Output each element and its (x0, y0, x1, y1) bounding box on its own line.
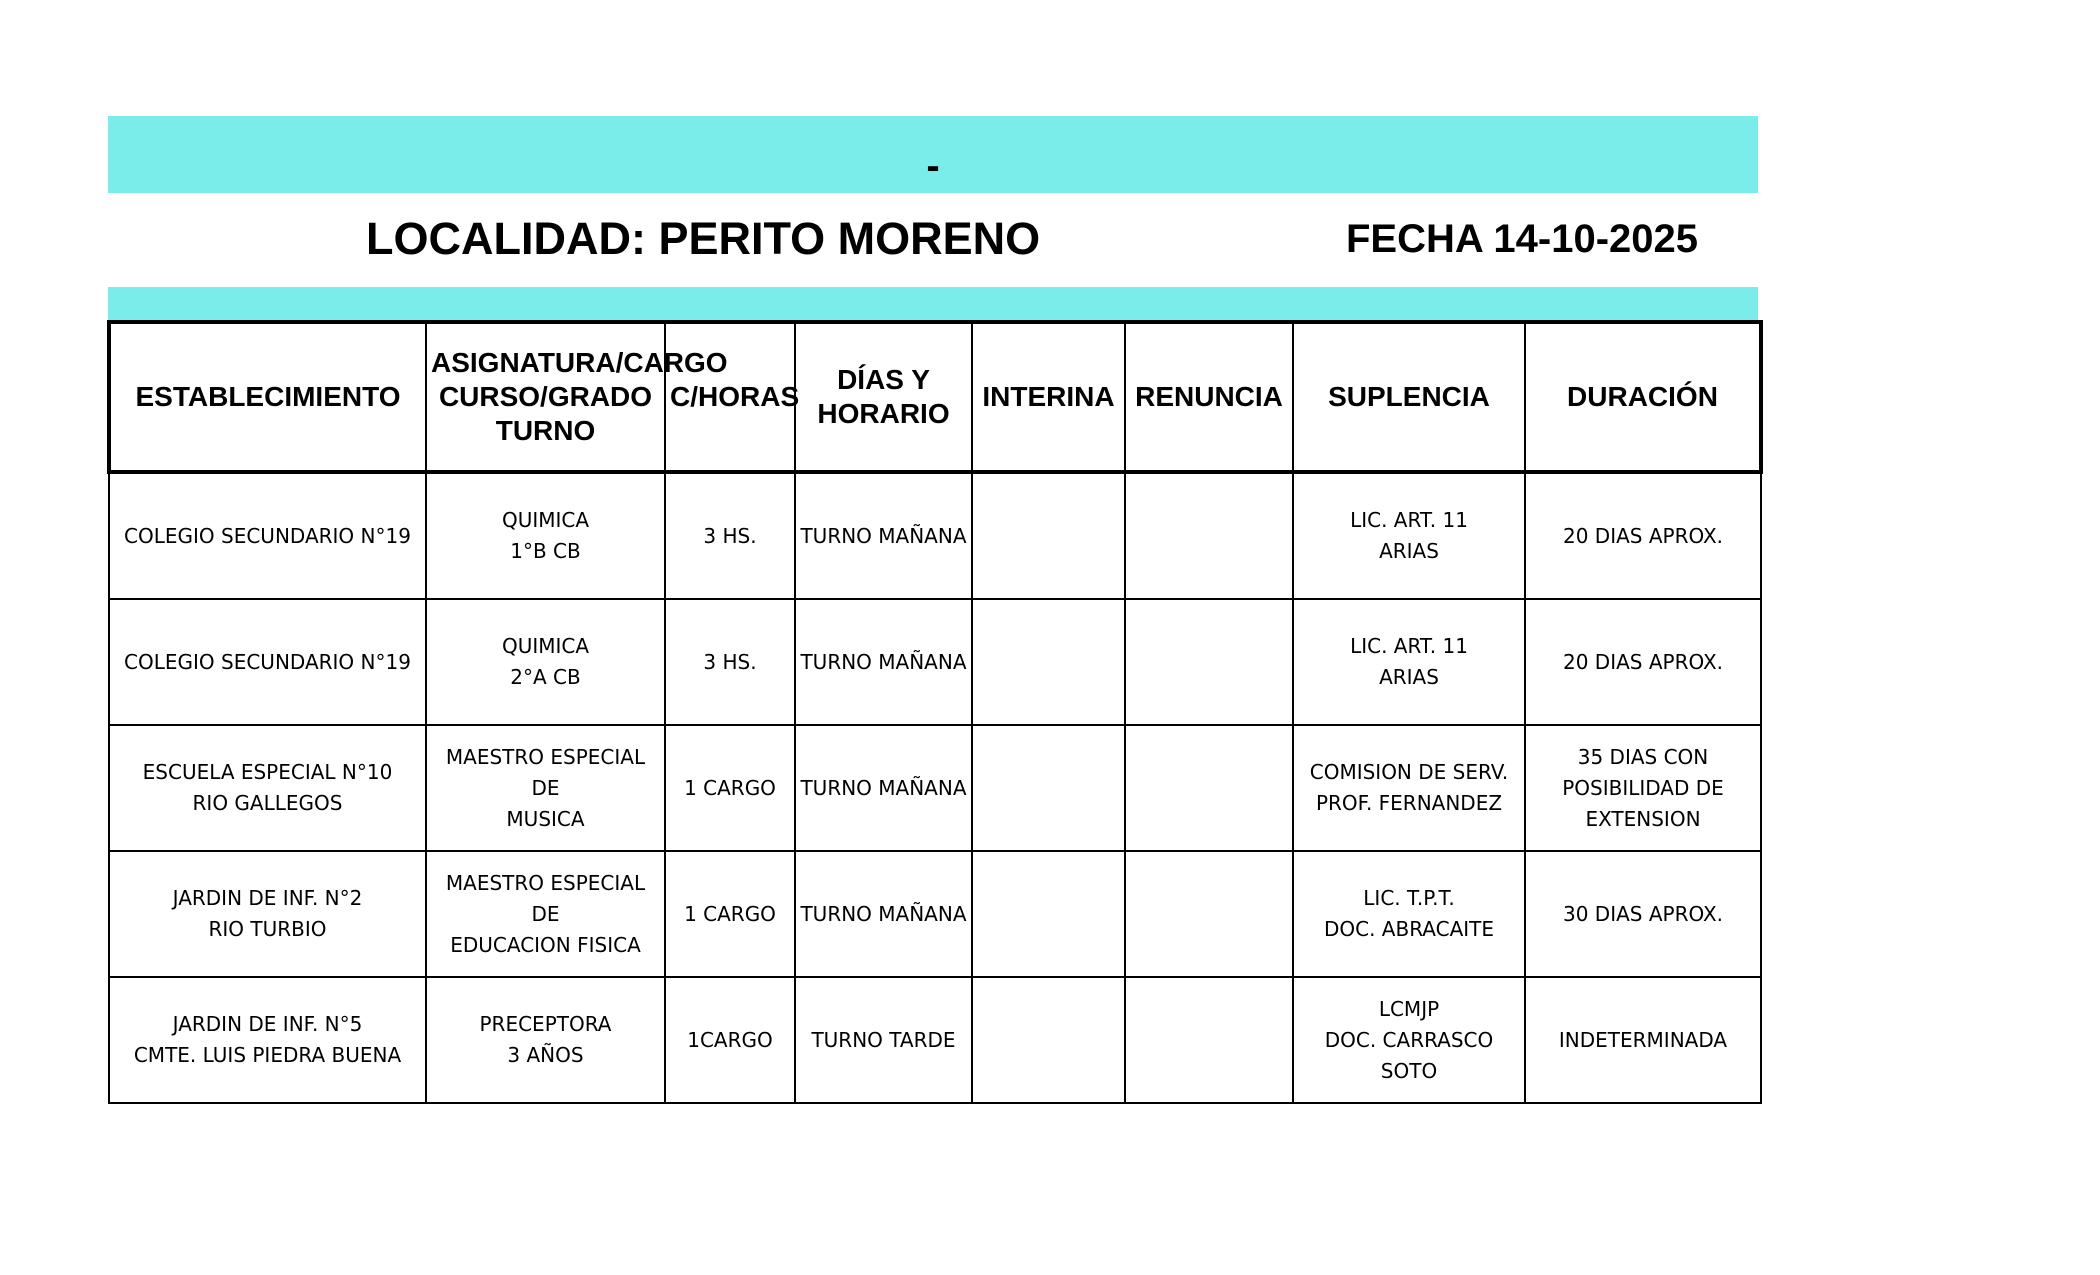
table-row (109, 599, 1761, 725)
cell-interina (972, 599, 1125, 725)
cell-dias-horario: TURNO TARDE (795, 977, 972, 1103)
cell-renuncia (1125, 725, 1293, 851)
cell-duracion: INDETERMINADA (1525, 977, 1761, 1103)
col-header-renuncia: RENUNCIA (1125, 322, 1293, 472)
cell-establecimiento: COLEGIO SECUNDARIO N°19 (109, 472, 426, 599)
col-header-duracion: DURACIÓN (1525, 322, 1761, 472)
cell-renuncia (1125, 977, 1293, 1103)
cell-renuncia (1125, 599, 1293, 725)
cell-duracion: 20 DIAS APROX. (1525, 599, 1761, 725)
cell-horas: 1 CARGO (665, 725, 795, 851)
col-header-dias-horario: DÍAS Y HORARIO (795, 322, 972, 472)
cell-dias-horario: TURNO MAÑANA (795, 851, 972, 977)
cell-asignatura: MAESTRO ESPECIAL DE MUSICA (426, 725, 665, 851)
cell-establecimiento: COLEGIO SECUNDARIO N°19 (109, 599, 426, 725)
bottom-banner (108, 287, 1758, 321)
table-row (109, 977, 1761, 1103)
cell-suplencia: LIC. ART. 11 ARIAS (1293, 599, 1525, 725)
cell-suplencia: LCMJP DOC. CARRASCO SOTO (1293, 977, 1525, 1103)
cell-horas: 3 HS. (665, 599, 795, 725)
localidad-title: LOCALIDAD: PERITO MORENO (366, 213, 1041, 264)
cell-interina (972, 851, 1125, 977)
header-row (109, 322, 1761, 472)
cell-interina (972, 977, 1125, 1103)
cell-interina (972, 725, 1125, 851)
fecha-title: FECHA 14-10-2025 (1346, 217, 1699, 261)
table-row (109, 472, 1761, 599)
cell-asignatura: QUIMICA 2°A CB (426, 599, 665, 725)
cell-duracion: 35 DIAS CON POSIBILIDAD DE EXTENSION (1525, 725, 1761, 851)
col-header-asignatura: ASIGNATURA/CARGO CURSO/GRADO TURNO (426, 322, 665, 472)
col-header-suplencia: SUPLENCIA (1293, 322, 1525, 472)
cell-establecimiento: JARDIN DE INF. N°5 CMTE. LUIS PIEDRA BUENA (109, 977, 426, 1103)
top-banner (108, 116, 1758, 193)
col-header-horas: C/HORAS (665, 322, 795, 472)
cell-asignatura: PRECEPTORA 3 AÑOS (426, 977, 665, 1103)
cell-dias-horario: TURNO MAÑANA (795, 725, 972, 851)
cell-interina (972, 472, 1125, 599)
cell-dias-horario: TURNO MAÑANA (795, 472, 972, 599)
cell-duracion: 20 DIAS APROX. (1525, 472, 1761, 599)
banner-dash: - (926, 144, 940, 188)
cell-renuncia (1125, 851, 1293, 977)
col-header-interina: INTERINA (972, 322, 1125, 472)
cell-suplencia: LIC. T.P.T. DOC. ABRACAITE (1293, 851, 1525, 977)
cell-asignatura: QUIMICA 1°B CB (426, 472, 665, 599)
cell-renuncia (1125, 472, 1293, 599)
table-row (109, 725, 1761, 851)
cell-horas: 1 CARGO (665, 851, 795, 977)
cell-suplencia: LIC. ART. 11 ARIAS (1293, 472, 1525, 599)
cell-establecimiento: ESCUELA ESPECIAL N°10 RIO GALLEGOS (109, 725, 426, 851)
cell-establecimiento: JARDIN DE INF. N°2 RIO TURBIO (109, 851, 426, 977)
table-row (109, 851, 1761, 977)
cell-suplencia: COMISION DE SERV. PROF. FERNANDEZ (1293, 725, 1525, 851)
cell-horas: 3 HS. (665, 472, 795, 599)
col-header-establecimiento: ESTABLECIMIENTO (109, 322, 426, 472)
vacancies-table (107, 320, 1763, 1104)
cell-asignatura: MAESTRO ESPECIAL DE EDUCACION FISICA (426, 851, 665, 977)
cell-dias-horario: TURNO MAÑANA (795, 599, 972, 725)
cell-duracion: 30 DIAS APROX. (1525, 851, 1761, 977)
cell-horas: 1CARGO (665, 977, 795, 1103)
